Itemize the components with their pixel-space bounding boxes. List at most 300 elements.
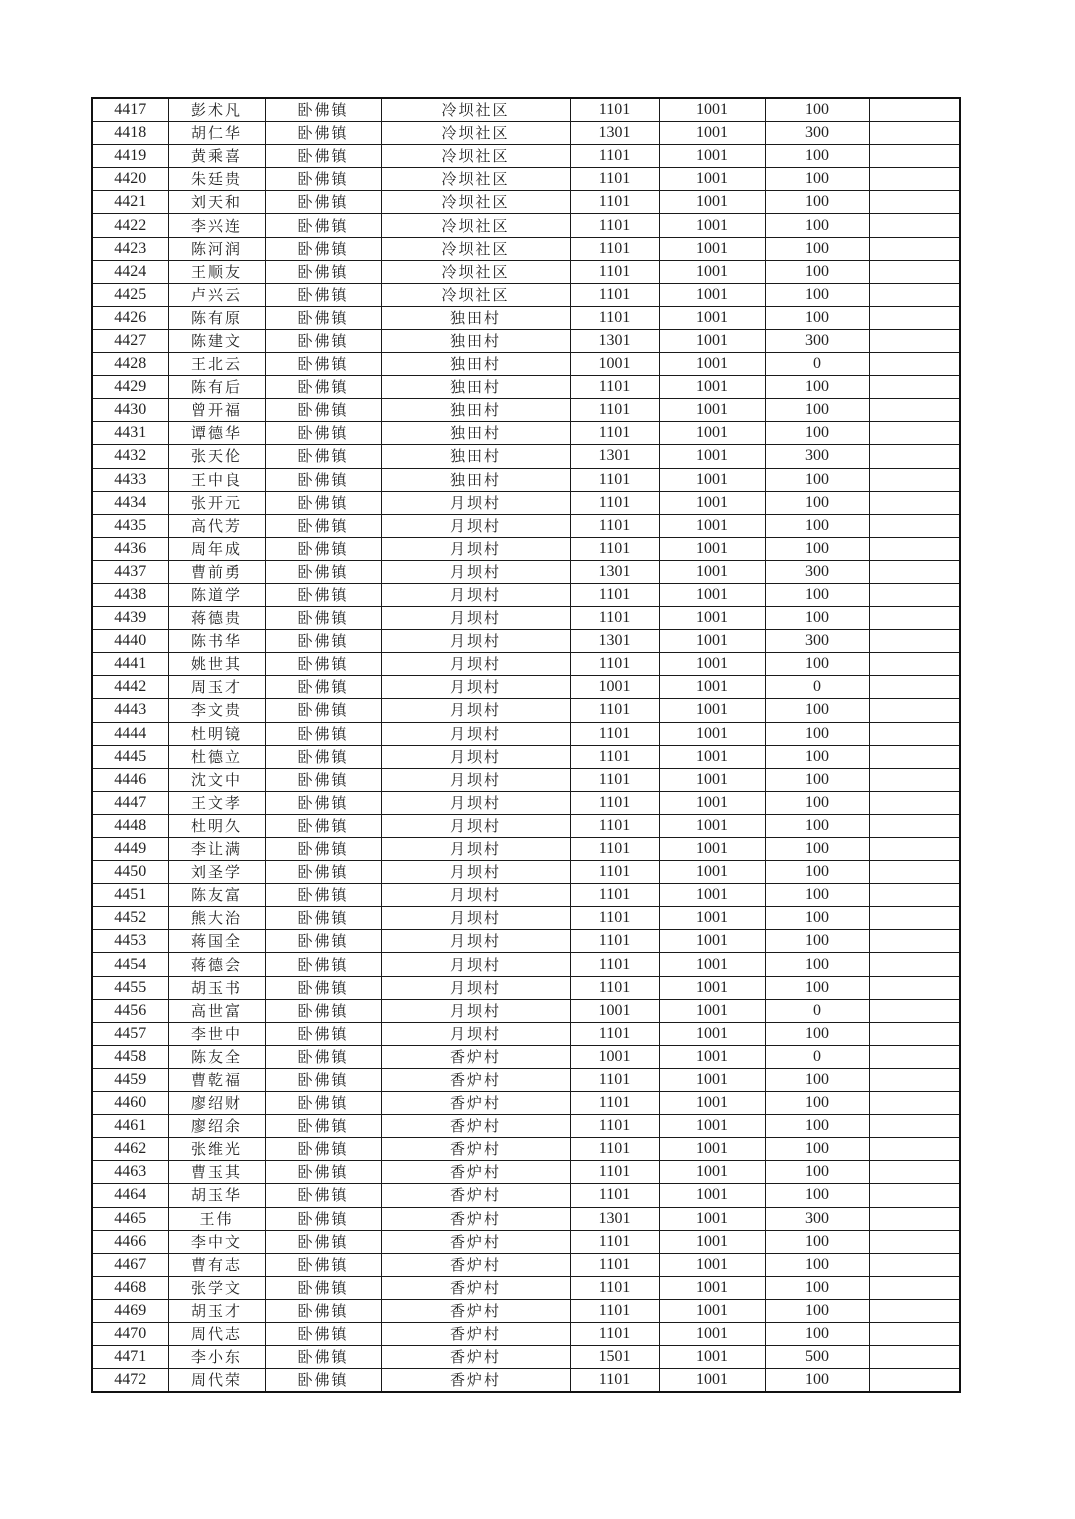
code-a-cell: 1101	[570, 191, 659, 214]
amount-cell: 100	[765, 145, 869, 168]
name-cell: 李中文	[168, 1230, 265, 1253]
code-b-cell: 1001	[659, 306, 765, 329]
code-b-cell: 1001	[659, 884, 765, 907]
code-a-cell: 1101	[570, 491, 659, 514]
village-cell: 月坝村	[381, 953, 570, 976]
village-cell: 月坝村	[381, 791, 570, 814]
note-cell	[869, 1068, 960, 1091]
code-a-cell: 1101	[570, 514, 659, 537]
table-row	[92, 930, 960, 953]
amount-cell: 100	[765, 884, 869, 907]
name-cell: 陈河润	[168, 237, 265, 260]
name-cell: 沈文中	[168, 768, 265, 791]
row-id-cell: 4448	[92, 814, 168, 837]
note-cell	[869, 583, 960, 606]
table-row	[92, 122, 960, 145]
amount-cell: 300	[765, 122, 869, 145]
name-cell: 朱廷贵	[168, 168, 265, 191]
note-cell	[869, 653, 960, 676]
town-cell: 卧佛镇	[265, 353, 381, 376]
note-cell	[869, 376, 960, 399]
table-row	[92, 422, 960, 445]
amount-cell: 100	[765, 1299, 869, 1322]
code-a-cell: 1101	[570, 607, 659, 630]
village-cell: 冷坝社区	[381, 283, 570, 306]
amount-cell: 100	[765, 1068, 869, 1091]
code-b-cell: 1001	[659, 329, 765, 352]
code-a-cell: 1101	[570, 884, 659, 907]
code-a-cell: 1001	[570, 676, 659, 699]
table-row	[92, 1045, 960, 1068]
code-a-cell: 1301	[570, 630, 659, 653]
code-b-cell: 1001	[659, 976, 765, 999]
town-cell: 卧佛镇	[265, 491, 381, 514]
code-b-cell: 1001	[659, 768, 765, 791]
code-b-cell: 1001	[659, 514, 765, 537]
name-cell: 廖绍余	[168, 1115, 265, 1138]
code-b-cell: 1001	[659, 1299, 765, 1322]
town-cell: 卧佛镇	[265, 468, 381, 491]
village-cell: 香炉村	[381, 1138, 570, 1161]
code-b-cell: 1001	[659, 560, 765, 583]
code-b-cell: 1001	[659, 491, 765, 514]
table-row	[92, 1369, 960, 1393]
row-id-cell: 4452	[92, 907, 168, 930]
row-id-cell: 4420	[92, 168, 168, 191]
code-a-cell: 1101	[570, 653, 659, 676]
note-cell	[869, 699, 960, 722]
amount-cell: 100	[765, 907, 869, 930]
table-row	[92, 1253, 960, 1276]
code-b-cell: 1001	[659, 1068, 765, 1091]
code-a-cell: 1101	[570, 468, 659, 491]
note-cell	[869, 907, 960, 930]
code-b-cell: 1001	[659, 838, 765, 861]
town-cell: 卧佛镇	[265, 329, 381, 352]
village-cell: 香炉村	[381, 1276, 570, 1299]
table-row	[92, 583, 960, 606]
code-b-cell: 1001	[659, 1346, 765, 1369]
code-a-cell: 1301	[570, 122, 659, 145]
note-cell	[869, 306, 960, 329]
town-cell: 卧佛镇	[265, 1045, 381, 1068]
table-row	[92, 791, 960, 814]
note-cell	[869, 861, 960, 884]
row-id-cell: 4471	[92, 1346, 168, 1369]
row-id-cell: 4453	[92, 930, 168, 953]
code-b-cell: 1001	[659, 145, 765, 168]
code-b-cell: 1001	[659, 1253, 765, 1276]
village-cell: 月坝村	[381, 814, 570, 837]
row-id-cell: 4464	[92, 1184, 168, 1207]
town-cell: 卧佛镇	[265, 1299, 381, 1322]
code-a-cell: 1101	[570, 1184, 659, 1207]
table-row	[92, 722, 960, 745]
code-b-cell: 1001	[659, 907, 765, 930]
village-cell: 香炉村	[381, 1207, 570, 1230]
town-cell: 卧佛镇	[265, 1346, 381, 1369]
note-cell	[869, 445, 960, 468]
amount-cell: 100	[765, 260, 869, 283]
code-a-cell: 1101	[570, 1161, 659, 1184]
town-cell: 卧佛镇	[265, 930, 381, 953]
amount-cell: 100	[765, 399, 869, 422]
code-a-cell: 1101	[570, 306, 659, 329]
code-a-cell: 1101	[570, 1369, 659, 1393]
village-cell: 香炉村	[381, 1299, 570, 1322]
code-a-cell: 1101	[570, 861, 659, 884]
town-cell: 卧佛镇	[265, 191, 381, 214]
village-cell: 香炉村	[381, 1045, 570, 1068]
amount-cell: 100	[765, 1184, 869, 1207]
note-cell	[869, 214, 960, 237]
code-b-cell: 1001	[659, 468, 765, 491]
village-cell: 冷坝社区	[381, 168, 570, 191]
table-row	[92, 884, 960, 907]
code-a-cell: 1101	[570, 1068, 659, 1091]
town-cell: 卧佛镇	[265, 1369, 381, 1393]
note-cell	[869, 607, 960, 630]
town-cell: 卧佛镇	[265, 237, 381, 260]
row-id-cell: 4436	[92, 537, 168, 560]
note-cell	[869, 976, 960, 999]
name-cell: 蒋德会	[168, 953, 265, 976]
village-cell: 月坝村	[381, 838, 570, 861]
code-a-cell: 1101	[570, 145, 659, 168]
note-cell	[869, 1230, 960, 1253]
village-cell: 月坝村	[381, 583, 570, 606]
name-cell: 李让满	[168, 838, 265, 861]
amount-cell: 100	[765, 791, 869, 814]
name-cell: 陈友全	[168, 1045, 265, 1068]
table-row	[92, 999, 960, 1022]
town-cell: 卧佛镇	[265, 722, 381, 745]
code-a-cell: 1101	[570, 930, 659, 953]
row-id-cell: 4449	[92, 838, 168, 861]
village-cell: 月坝村	[381, 976, 570, 999]
name-cell: 胡玉华	[168, 1184, 265, 1207]
village-cell: 月坝村	[381, 999, 570, 1022]
name-cell: 张开元	[168, 491, 265, 514]
amount-cell: 100	[765, 1369, 869, 1393]
name-cell: 黄乘喜	[168, 145, 265, 168]
code-a-cell: 1001	[570, 353, 659, 376]
note-cell	[869, 1161, 960, 1184]
code-b-cell: 1001	[659, 191, 765, 214]
table-row	[92, 98, 960, 122]
town-cell: 卧佛镇	[265, 999, 381, 1022]
note-cell	[869, 745, 960, 768]
roster-table-body	[92, 98, 960, 1392]
amount-cell: 100	[765, 283, 869, 306]
village-cell: 香炉村	[381, 1092, 570, 1115]
code-b-cell: 1001	[659, 791, 765, 814]
code-a-cell: 1101	[570, 699, 659, 722]
note-cell	[869, 1022, 960, 1045]
name-cell: 李文贵	[168, 699, 265, 722]
note-cell	[869, 1346, 960, 1369]
amount-cell: 100	[765, 468, 869, 491]
village-cell: 香炉村	[381, 1068, 570, 1091]
row-id-cell: 4433	[92, 468, 168, 491]
table-row	[92, 676, 960, 699]
table-row	[92, 329, 960, 352]
name-cell: 陈建文	[168, 329, 265, 352]
table-row	[92, 814, 960, 837]
village-cell: 独田村	[381, 445, 570, 468]
name-cell: 王文孝	[168, 791, 265, 814]
note-cell	[869, 884, 960, 907]
name-cell: 杜明镜	[168, 722, 265, 745]
amount-cell: 100	[765, 537, 869, 560]
village-cell: 月坝村	[381, 1022, 570, 1045]
amount-cell: 100	[765, 861, 869, 884]
table-row	[92, 1022, 960, 1045]
code-a-cell: 1101	[570, 907, 659, 930]
code-b-cell: 1001	[659, 953, 765, 976]
name-cell: 廖绍财	[168, 1092, 265, 1115]
amount-cell: 100	[765, 838, 869, 861]
code-b-cell: 1001	[659, 999, 765, 1022]
code-b-cell: 1001	[659, 1276, 765, 1299]
code-a-cell: 1101	[570, 814, 659, 837]
amount-cell: 100	[765, 1276, 869, 1299]
amount-cell: 100	[765, 98, 869, 122]
town-cell: 卧佛镇	[265, 283, 381, 306]
town-cell: 卧佛镇	[265, 306, 381, 329]
code-a-cell: 1101	[570, 214, 659, 237]
town-cell: 卧佛镇	[265, 791, 381, 814]
table-row	[92, 1322, 960, 1345]
name-cell: 曹玉其	[168, 1161, 265, 1184]
row-id-cell: 4423	[92, 237, 168, 260]
village-cell: 月坝村	[381, 653, 570, 676]
table-row	[92, 283, 960, 306]
code-a-cell: 1101	[570, 399, 659, 422]
amount-cell: 100	[765, 214, 869, 237]
village-cell: 月坝村	[381, 768, 570, 791]
row-id-cell: 4472	[92, 1369, 168, 1393]
name-cell: 陈有后	[168, 376, 265, 399]
row-id-cell: 4442	[92, 676, 168, 699]
village-cell: 冷坝社区	[381, 237, 570, 260]
village-cell: 冷坝社区	[381, 214, 570, 237]
amount-cell: 100	[765, 422, 869, 445]
code-a-cell: 1101	[570, 1299, 659, 1322]
amount-cell: 100	[765, 514, 869, 537]
code-a-cell: 1101	[570, 838, 659, 861]
village-cell: 香炉村	[381, 1253, 570, 1276]
table-row	[92, 1346, 960, 1369]
name-cell: 陈道学	[168, 583, 265, 606]
amount-cell: 0	[765, 676, 869, 699]
village-cell: 独田村	[381, 376, 570, 399]
town-cell: 卧佛镇	[265, 953, 381, 976]
code-b-cell: 1001	[659, 1369, 765, 1393]
town-cell: 卧佛镇	[265, 1068, 381, 1091]
row-id-cell: 4431	[92, 422, 168, 445]
table-row	[92, 1276, 960, 1299]
town-cell: 卧佛镇	[265, 1230, 381, 1253]
table-row	[92, 1207, 960, 1230]
village-cell: 香炉村	[381, 1322, 570, 1345]
note-cell	[869, 1115, 960, 1138]
note-cell	[869, 676, 960, 699]
town-cell: 卧佛镇	[265, 907, 381, 930]
name-cell: 彭术凡	[168, 98, 265, 122]
table-row	[92, 1068, 960, 1091]
note-cell	[869, 260, 960, 283]
village-cell: 月坝村	[381, 630, 570, 653]
code-a-cell: 1101	[570, 1322, 659, 1345]
town-cell: 卧佛镇	[265, 537, 381, 560]
table-row	[92, 607, 960, 630]
note-cell	[869, 838, 960, 861]
name-cell: 周代荣	[168, 1369, 265, 1393]
name-cell: 蒋德贵	[168, 607, 265, 630]
amount-cell: 100	[765, 745, 869, 768]
name-cell: 熊大治	[168, 907, 265, 930]
row-id-cell: 4469	[92, 1299, 168, 1322]
note-cell	[869, 98, 960, 122]
amount-cell: 100	[765, 1022, 869, 1045]
row-id-cell: 4422	[92, 214, 168, 237]
village-cell: 月坝村	[381, 514, 570, 537]
town-cell: 卧佛镇	[265, 814, 381, 837]
note-cell	[869, 953, 960, 976]
row-id-cell: 4426	[92, 306, 168, 329]
note-cell	[869, 630, 960, 653]
town-cell: 卧佛镇	[265, 514, 381, 537]
name-cell: 曾开福	[168, 399, 265, 422]
code-a-cell: 1101	[570, 768, 659, 791]
note-cell	[869, 537, 960, 560]
name-cell: 曹有志	[168, 1253, 265, 1276]
table-row	[92, 630, 960, 653]
code-b-cell: 1001	[659, 353, 765, 376]
code-a-cell: 1101	[570, 953, 659, 976]
code-a-cell: 1301	[570, 329, 659, 352]
amount-cell: 100	[765, 306, 869, 329]
table-row	[92, 1299, 960, 1322]
row-id-cell: 4424	[92, 260, 168, 283]
town-cell: 卧佛镇	[265, 1161, 381, 1184]
row-id-cell: 4419	[92, 145, 168, 168]
table-row	[92, 1184, 960, 1207]
town-cell: 卧佛镇	[265, 1276, 381, 1299]
name-cell: 李小东	[168, 1346, 265, 1369]
town-cell: 卧佛镇	[265, 445, 381, 468]
table-row	[92, 1092, 960, 1115]
row-id-cell: 4430	[92, 399, 168, 422]
note-cell	[869, 1276, 960, 1299]
row-id-cell: 4456	[92, 999, 168, 1022]
code-b-cell: 1001	[659, 1230, 765, 1253]
code-b-cell: 1001	[659, 122, 765, 145]
row-id-cell: 4434	[92, 491, 168, 514]
village-cell: 月坝村	[381, 676, 570, 699]
note-cell	[869, 814, 960, 837]
code-a-cell: 1101	[570, 237, 659, 260]
amount-cell: 100	[765, 376, 869, 399]
name-cell: 姚世其	[168, 653, 265, 676]
village-cell: 月坝村	[381, 722, 570, 745]
row-id-cell: 4421	[92, 191, 168, 214]
village-cell: 香炉村	[381, 1346, 570, 1369]
code-b-cell: 1001	[659, 699, 765, 722]
name-cell: 刘圣学	[168, 861, 265, 884]
code-a-cell: 1101	[570, 1230, 659, 1253]
code-b-cell: 1001	[659, 260, 765, 283]
town-cell: 卧佛镇	[265, 630, 381, 653]
amount-cell: 100	[765, 1115, 869, 1138]
town-cell: 卧佛镇	[265, 1207, 381, 1230]
code-b-cell: 1001	[659, 583, 765, 606]
row-id-cell: 4463	[92, 1161, 168, 1184]
code-a-cell: 1101	[570, 976, 659, 999]
code-b-cell: 1001	[659, 283, 765, 306]
town-cell: 卧佛镇	[265, 607, 381, 630]
table-row	[92, 399, 960, 422]
town-cell: 卧佛镇	[265, 699, 381, 722]
table-row	[92, 953, 960, 976]
name-cell: 王中良	[168, 468, 265, 491]
village-cell: 月坝村	[381, 745, 570, 768]
note-cell	[869, 1207, 960, 1230]
amount-cell: 0	[765, 999, 869, 1022]
note-cell	[869, 791, 960, 814]
row-id-cell: 4447	[92, 791, 168, 814]
row-id-cell: 4462	[92, 1138, 168, 1161]
note-cell	[869, 1299, 960, 1322]
row-id-cell: 4445	[92, 745, 168, 768]
code-a-cell: 1101	[570, 376, 659, 399]
amount-cell: 100	[765, 237, 869, 260]
code-a-cell: 1301	[570, 560, 659, 583]
village-cell: 香炉村	[381, 1230, 570, 1253]
code-a-cell: 1001	[570, 1045, 659, 1068]
table-row	[92, 168, 960, 191]
town-cell: 卧佛镇	[265, 376, 381, 399]
village-cell: 香炉村	[381, 1369, 570, 1393]
note-cell	[869, 353, 960, 376]
amount-cell: 100	[765, 976, 869, 999]
note-cell	[869, 722, 960, 745]
table-row	[92, 699, 960, 722]
code-a-cell: 1101	[570, 283, 659, 306]
town-cell: 卧佛镇	[265, 583, 381, 606]
town-cell: 卧佛镇	[265, 422, 381, 445]
note-cell	[869, 1369, 960, 1393]
row-id-cell: 4465	[92, 1207, 168, 1230]
table-row	[92, 861, 960, 884]
note-cell	[869, 1184, 960, 1207]
village-cell: 香炉村	[381, 1161, 570, 1184]
amount-cell: 100	[765, 699, 869, 722]
table-row	[92, 145, 960, 168]
note-cell	[869, 560, 960, 583]
row-id-cell: 4460	[92, 1092, 168, 1115]
row-id-cell: 4467	[92, 1253, 168, 1276]
name-cell: 周代志	[168, 1322, 265, 1345]
code-a-cell: 1301	[570, 445, 659, 468]
code-a-cell: 1101	[570, 1276, 659, 1299]
row-id-cell: 4440	[92, 630, 168, 653]
code-a-cell: 1101	[570, 260, 659, 283]
code-b-cell: 1001	[659, 214, 765, 237]
code-a-cell: 1501	[570, 1346, 659, 1369]
table-row	[92, 191, 960, 214]
